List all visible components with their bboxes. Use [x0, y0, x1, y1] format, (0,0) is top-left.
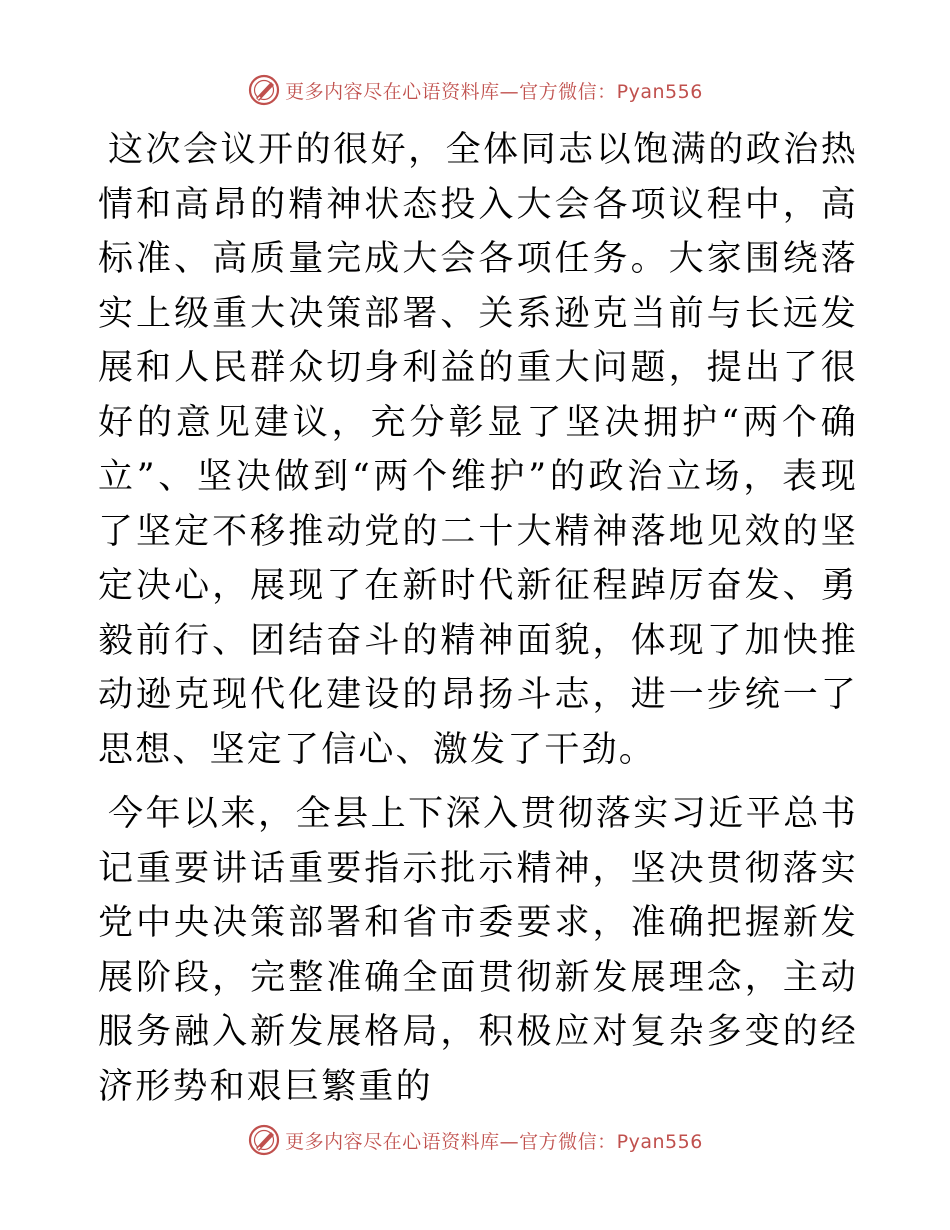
header-watermark-banner — [0, 70, 950, 110]
header-watermark-text: 更多内容尽在心语资料库—官方微信：Pyan556 — [285, 80, 703, 103]
document-body — [98, 123, 858, 1114]
paragraph-1: 这次会议开的很好，全体同志以饱满的政治热情和高昂的精神状态投入大会各项议程中，高标准、高质量完成大会各项任务。大家围绕落实上级重大决策部署、关系逊克当前与长远发展和人民群众切身利益的重大问题，提出了很好的意见建议，充分彰显了坚决拥护“两个确立”、坚决做到“两个维护”的政治立场，表现了坚定不移推动党的二十大精神落地见效的坚定决心，展现了在新时代新征程踔厉奋发、勇毅前行、团结奋斗的精神面貌，体现了加快推动逊克现代化建设的昂扬斗志，进一步统一了思想、坚定了信心、激发了干劲。 — [98, 130, 858, 770]
seal-logo-icon — [247, 1123, 281, 1157]
seal-logo-icon — [247, 73, 281, 107]
footer-watermark-text: 更多内容尽在心语资料库—官方微信：Pyan556 — [285, 1130, 703, 1153]
paragraph-2: 今年以来，全县上下深入贯彻落实习近平总书记重要讲话重要指示批示精神，坚决贯彻落实党中央决策部署和省市委要求，准确把握新发展阶段，完整准确全面贯彻新发展理念，主动服务融入新发展格局，积极应对复杂多变的经济形势和艰巨繁重的 — [98, 794, 858, 1107]
footer-watermark-banner — [0, 1120, 950, 1160]
